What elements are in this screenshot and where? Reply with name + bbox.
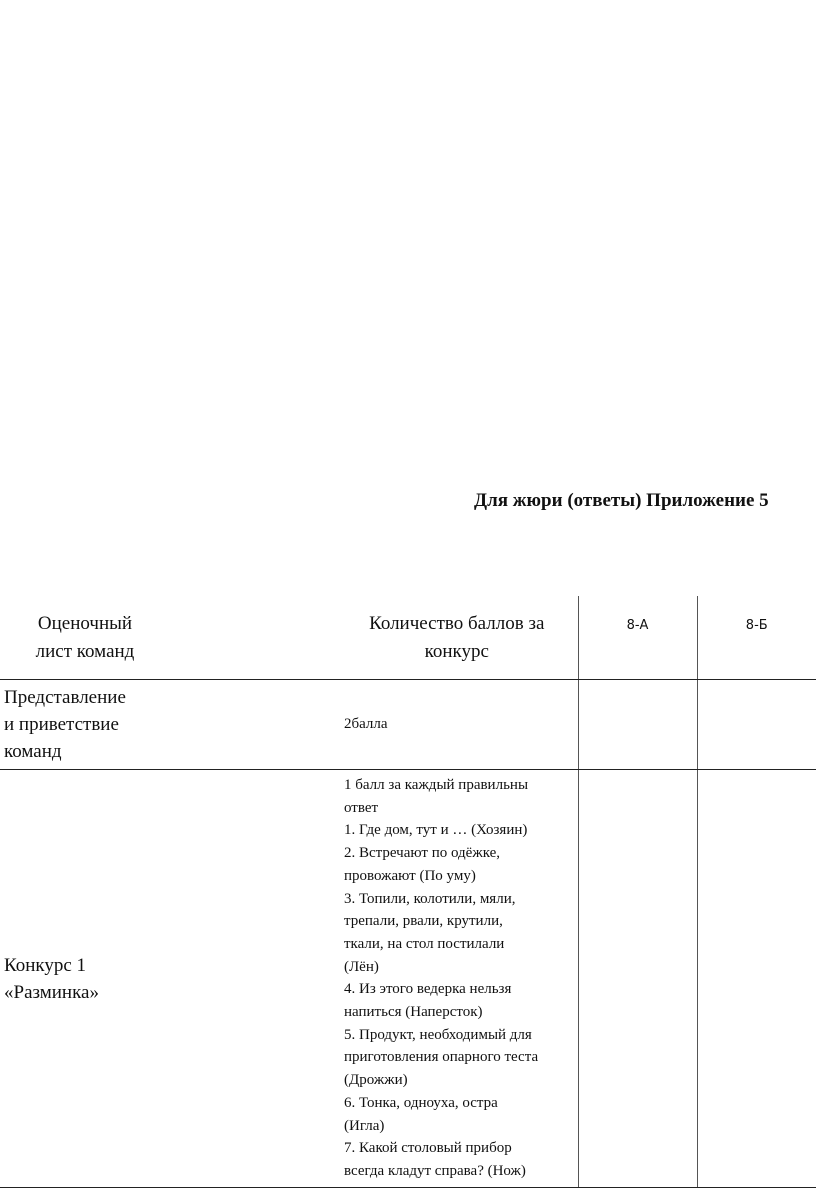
answer-line: 2. Встречают по одёжке, bbox=[344, 845, 501, 862]
answer-line: 7. Какой столовый прибор bbox=[344, 1140, 512, 1157]
table-row bbox=[0, 770, 816, 1188]
table-header-row bbox=[0, 596, 816, 680]
table-row bbox=[0, 680, 816, 770]
answer-line: (Дрожжи) bbox=[344, 1072, 408, 1089]
answer-line: 6. Тонка, одноуха, остра bbox=[344, 1094, 498, 1111]
header-score-sheet bbox=[0, 596, 336, 680]
answer-line: трепали, рвали, крутили, bbox=[344, 913, 503, 930]
answer-line: напиться (Наперсток) bbox=[344, 1004, 483, 1021]
header-score-sheet-line: Оценочный bbox=[37, 612, 133, 634]
score-cell-8b[interactable] bbox=[697, 680, 816, 770]
score-cell-8a[interactable] bbox=[578, 770, 697, 1188]
answer-line: провожают (По уму) bbox=[344, 867, 476, 884]
header-points bbox=[336, 596, 578, 680]
answer-line: (Лён) bbox=[344, 958, 379, 975]
contest-label-line: и приветствие bbox=[4, 714, 119, 735]
answer-line: 1 балл за каждый правильны bbox=[344, 777, 529, 793]
score-sheet-table bbox=[0, 596, 816, 1188]
contest-label-line: Конкурс 1 bbox=[4, 954, 87, 976]
answer-line: 5. Продукт, необходимый для bbox=[344, 1026, 532, 1043]
answer-line: приготовления опарного теста bbox=[344, 1049, 539, 1066]
header-points-line: Количество баллов за bbox=[369, 612, 545, 634]
answer-line: всегда кладут справа? (Нож) bbox=[344, 1162, 526, 1179]
header-class-8b: 8-Б bbox=[697, 596, 816, 680]
contest-label-line: «Разминка» bbox=[4, 981, 99, 1003]
answer-line: ткали, на стол постилали bbox=[344, 935, 505, 952]
contest-label bbox=[0, 770, 336, 1188]
score-cell-8a[interactable] bbox=[578, 680, 697, 770]
header-points-line: конкурс bbox=[424, 640, 489, 662]
score-cell-8b[interactable] bbox=[697, 770, 816, 1188]
answer-line: 4. Из этого ведерка нельзя bbox=[344, 981, 512, 998]
contest-points: 2балла bbox=[336, 680, 578, 770]
header-class-8a: 8-А bbox=[578, 596, 697, 680]
answer-line: 3. Топили, колотили, мяли, bbox=[344, 890, 516, 907]
answer-line: 1. Где дом, тут и … (Хозяин) bbox=[344, 822, 528, 839]
contest-label-line: команд bbox=[4, 741, 62, 762]
contest-label-line: Представление bbox=[4, 687, 126, 708]
document-heading: Для жюри (ответы) Приложение 5 bbox=[474, 490, 769, 511]
answer-line: ответ bbox=[344, 799, 379, 816]
header-score-sheet-line: лист команд bbox=[35, 640, 135, 662]
contest-points-list bbox=[336, 770, 578, 1188]
contest-label bbox=[0, 680, 336, 770]
answer-line: (Игла) bbox=[344, 1117, 385, 1134]
